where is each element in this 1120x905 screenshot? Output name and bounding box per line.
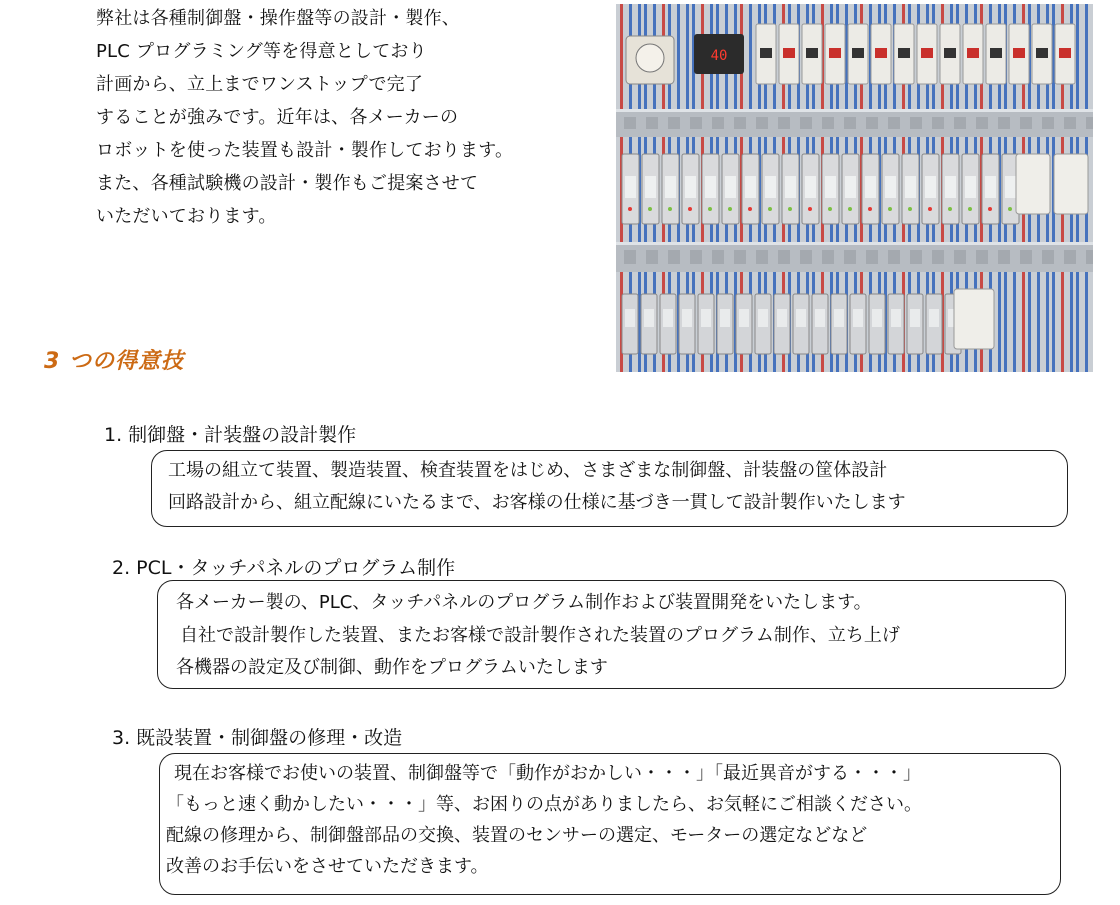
relay-led bbox=[948, 207, 952, 211]
duct-slot bbox=[690, 250, 702, 264]
duct-slot bbox=[976, 250, 988, 264]
contactor-label bbox=[1013, 48, 1025, 58]
duct-slot bbox=[1086, 117, 1093, 129]
relay-window bbox=[645, 176, 656, 198]
duct-slot bbox=[668, 250, 680, 264]
cable-duct-edge bbox=[616, 109, 1093, 112]
relay-window bbox=[785, 176, 796, 198]
relay-window bbox=[796, 309, 806, 327]
item-2-box bbox=[157, 580, 1066, 689]
relay-window bbox=[625, 309, 635, 327]
contactor-label bbox=[967, 48, 979, 58]
relay-window bbox=[815, 309, 825, 327]
relay-led bbox=[648, 207, 652, 211]
duct-slot bbox=[1042, 250, 1054, 264]
relay-led bbox=[728, 207, 732, 211]
relay-window bbox=[853, 309, 863, 327]
temperature-display: 40 bbox=[710, 48, 728, 64]
contactor-label bbox=[783, 48, 795, 58]
duct-slot bbox=[1020, 117, 1032, 129]
relay-window bbox=[905, 176, 916, 198]
duct-slot bbox=[624, 117, 636, 129]
duct-slot bbox=[646, 250, 658, 264]
relay-window bbox=[1005, 176, 1016, 198]
contactor-label bbox=[1036, 48, 1048, 58]
relay-window bbox=[705, 176, 716, 198]
duct-slot bbox=[844, 117, 856, 129]
relay-window bbox=[945, 176, 956, 198]
relay-led bbox=[888, 207, 892, 211]
relay-led bbox=[768, 207, 772, 211]
contactor bbox=[954, 289, 994, 349]
duct-slot bbox=[866, 117, 878, 129]
relay-led bbox=[748, 207, 752, 211]
duct-slot bbox=[712, 250, 724, 264]
item-3-line: 配線の修理から、制御盤部品の交換、装置のセンサーの選定、モーターの選定などなど bbox=[166, 825, 868, 846]
item-3-box bbox=[159, 753, 1061, 895]
intro-line: また、各種試験機の設計・製作もご提案させて bbox=[96, 173, 479, 194]
duct-slot bbox=[756, 117, 768, 129]
duct-slot bbox=[998, 117, 1010, 129]
duct-slot bbox=[954, 117, 966, 129]
duct-slot bbox=[866, 250, 878, 264]
contactor-label bbox=[921, 48, 933, 58]
duct-slot bbox=[888, 117, 900, 129]
relay-window bbox=[925, 176, 936, 198]
duct-slot bbox=[800, 117, 812, 129]
contactor bbox=[1054, 154, 1088, 214]
item-3-line: 「もっと速く動かしたい・・・」等、お困りの点がありましたら、お気軽にご相談ください。 bbox=[166, 794, 922, 815]
relay-led bbox=[868, 207, 872, 211]
contactor bbox=[1016, 154, 1050, 214]
duct-slot bbox=[976, 117, 988, 129]
contactor-label bbox=[829, 48, 841, 58]
intro-line: PLC プログラミング等を得意としており bbox=[96, 41, 427, 62]
duct-slot bbox=[1064, 250, 1076, 264]
duct-slot bbox=[690, 117, 702, 129]
relay-led bbox=[928, 207, 932, 211]
relay-led bbox=[708, 207, 712, 211]
contactor-label bbox=[944, 48, 956, 58]
relay-led bbox=[988, 207, 992, 211]
intro-line: することが強みです。近年は、各メーカーの bbox=[96, 107, 459, 128]
control-panel-illustration bbox=[616, 4, 1093, 372]
relay-window bbox=[701, 309, 711, 327]
item-3-line: 現在お客様でお使いの装置、制御盤等で「動作がおかしい・・・」「最近異音がする・・・」 bbox=[174, 763, 921, 784]
duct-slot bbox=[800, 250, 812, 264]
timer-dial bbox=[636, 44, 664, 72]
duct-slot bbox=[712, 117, 724, 129]
item-2-line: 自社で設計製作した装置、またお客様で設計製作された装置のプログラム制作、立ち上げ bbox=[180, 625, 900, 646]
section-title: 3 つの得意技 bbox=[44, 349, 184, 374]
duct-slot bbox=[778, 250, 790, 264]
duct-slot bbox=[932, 117, 944, 129]
cable-duct-edge bbox=[616, 242, 1093, 245]
contactor-label bbox=[875, 48, 887, 58]
contactor-label bbox=[1059, 48, 1071, 58]
item-1-line: 回路設計から、組立配線にいたるまで、お客様の仕様に基づき一貫して設計製作いたします bbox=[168, 492, 906, 513]
relay-led bbox=[668, 207, 672, 211]
item-1-heading: 1. 制御盤・計装盤の設計製作 bbox=[104, 424, 357, 446]
relay-window bbox=[985, 176, 996, 198]
duct-slot bbox=[998, 250, 1010, 264]
intro-line: 弊社は各種制御盤・操作盤等の設計・製作、 bbox=[96, 8, 460, 29]
relay-window bbox=[891, 309, 901, 327]
relay-window bbox=[805, 176, 816, 198]
relay-window bbox=[865, 176, 876, 198]
relay-window bbox=[665, 176, 676, 198]
relay-led bbox=[968, 207, 972, 211]
relay-window bbox=[685, 176, 696, 198]
relay-window bbox=[834, 309, 844, 327]
intro-text bbox=[96, 2, 596, 233]
relay-window bbox=[885, 176, 896, 198]
duct-slot bbox=[624, 250, 636, 264]
duct-slot bbox=[734, 250, 746, 264]
item-1-line: 工場の組立て装置、製造装置、検査装置をはじめ、さまざまな制御盤、計装盤の筐体設計 bbox=[168, 460, 888, 481]
duct-slot bbox=[932, 250, 944, 264]
duct-slot bbox=[734, 117, 746, 129]
relay-led bbox=[1008, 207, 1012, 211]
control-panel-photo bbox=[616, 4, 1093, 372]
duct-slot bbox=[1064, 117, 1076, 129]
relay-window bbox=[720, 309, 730, 327]
intro-line: ロボットを使った装置も設計・製作しております。 bbox=[96, 140, 514, 161]
relay-window bbox=[825, 176, 836, 198]
contactor-label bbox=[990, 48, 1002, 58]
relay-window bbox=[663, 309, 673, 327]
duct-slot bbox=[756, 250, 768, 264]
relay-window bbox=[765, 176, 776, 198]
duct-slot bbox=[646, 117, 658, 129]
relay-window bbox=[910, 309, 920, 327]
contactor-label bbox=[806, 48, 818, 58]
relay-led bbox=[688, 207, 692, 211]
relay-led bbox=[908, 207, 912, 211]
item-3-heading: 3. 既設装置・制御盤の修理・改造 bbox=[112, 727, 403, 749]
duct-slot bbox=[954, 250, 966, 264]
contactor-label bbox=[898, 48, 910, 58]
relay-window bbox=[745, 176, 756, 198]
duct-slot bbox=[778, 117, 790, 129]
duct-slot bbox=[910, 250, 922, 264]
relay-window bbox=[929, 309, 939, 327]
intro-line: 計画から、立上までワンストップで完了 bbox=[96, 74, 424, 95]
relay-window bbox=[644, 309, 654, 327]
relay-led bbox=[808, 207, 812, 211]
relay-window bbox=[725, 176, 736, 198]
relay-window bbox=[739, 309, 749, 327]
relay-led bbox=[828, 207, 832, 211]
duct-slot bbox=[1086, 250, 1093, 264]
item-2-line: 各メーカー製の、PLC、タッチパネルのプログラム制作および装置開発をいたします。 bbox=[176, 592, 872, 613]
duct-slot bbox=[888, 250, 900, 264]
relay-led bbox=[788, 207, 792, 211]
intro-line: いただいております。 bbox=[96, 206, 277, 227]
duct-slot bbox=[1020, 250, 1032, 264]
duct-slot bbox=[822, 250, 834, 264]
relay-led bbox=[628, 207, 632, 211]
duct-slot bbox=[1042, 117, 1054, 129]
item-1-box bbox=[151, 450, 1068, 527]
relay-window bbox=[965, 176, 976, 198]
item-2-heading: 2. PCL・タッチパネルのプログラム制作 bbox=[112, 557, 456, 579]
relay-window bbox=[682, 309, 692, 327]
duct-slot bbox=[668, 117, 680, 129]
relay-window bbox=[625, 176, 636, 198]
item-3-line: 改善のお手伝いをさせていただきます。 bbox=[166, 856, 489, 877]
relay-window bbox=[845, 176, 856, 198]
relay-led bbox=[848, 207, 852, 211]
relay-window bbox=[872, 309, 882, 327]
contactor-label bbox=[760, 48, 772, 58]
duct-slot bbox=[822, 117, 834, 129]
item-2-line: 各機器の設定及び制御、動作をプログラムいたします bbox=[176, 657, 608, 678]
relay-window bbox=[777, 309, 787, 327]
duct-slot bbox=[910, 117, 922, 129]
duct-slot bbox=[844, 250, 856, 264]
contactor-label bbox=[852, 48, 864, 58]
relay-window bbox=[758, 309, 768, 327]
